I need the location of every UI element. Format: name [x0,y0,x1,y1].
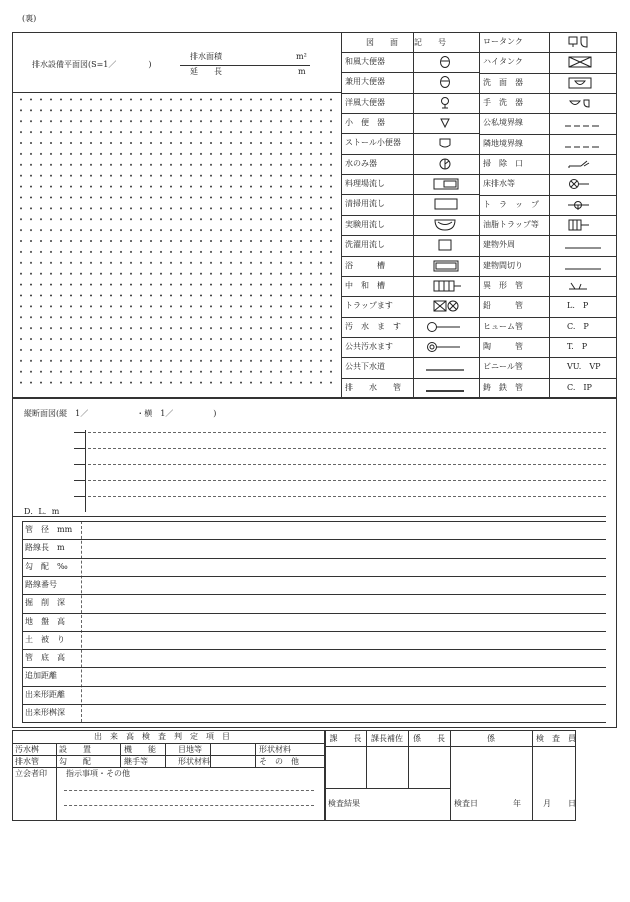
insp-col-5 [255,743,256,767]
neutralizing-tank-icon [433,279,463,293]
stamp-header: 課 長 [329,734,362,743]
legend-header-line [341,52,479,53]
legend-label: 油脂トラップ等 [483,220,539,229]
date-month: 月 [543,799,551,808]
insp-col-3 [165,743,166,767]
profile-title: 縦断面図(縦 1／ ・横 1／ ) [24,409,217,418]
cleaning-sink-icon [433,197,463,211]
profile-row-label: 出来形距離 [25,689,65,699]
inspection-item: 勾 配 [59,757,91,766]
profile-gridline [88,464,606,465]
drain-area-label: 排水面積 [190,52,222,61]
profile-row-label: 路線番号 [25,579,57,589]
legend-label: 鉛 管 [483,301,523,311]
insp-line-3 [12,767,325,768]
legend-row-line [479,357,617,358]
profile-table-top [12,516,606,517]
profile-row-label: 土 被 り [25,634,65,644]
western-toilet-icon [433,96,463,110]
profile-row-line [22,558,606,559]
profile-tick [74,448,85,449]
legend-row-line [479,154,617,155]
inspection-item: 形状材料 [178,757,210,766]
plan-grid [14,92,340,392]
legend-row-line [479,73,617,74]
fraction-line [180,65,310,66]
legend-header: 図 面 記 号 [366,38,446,47]
trap-icon [567,198,597,212]
date-day: 日 [568,799,576,808]
neighbor-boundary-icon [565,137,603,151]
profile-row-label: 出来形桝深 [25,708,65,717]
inspection-item: そ の 他 [259,757,299,766]
legend-row-line [341,276,479,277]
oval-toilet-icon [433,75,463,89]
legend-row-line [341,93,479,94]
inspection-item: 排水管 [15,757,39,766]
legend-row-line [479,113,617,114]
legend-label: 実験用流し [345,219,385,229]
inspection-item: 目地等 [178,745,202,754]
profile-row-label: 追加距離 [25,671,57,681]
profile-gridline [88,496,606,497]
legend-row-line [341,194,479,195]
legend-label: 汚 水 ま す [345,321,401,331]
profile-gridline [88,448,606,449]
fitting-icon [567,279,597,293]
profile-row-label: 路線長 m [25,543,65,553]
boundary-line-icon [565,116,603,130]
legend-label: 公共下水道 [345,362,385,372]
profile-row-line [22,686,606,687]
public-basin-icon [426,340,466,354]
plan-title: 排水設備平面図(S=1／ ) [32,60,152,69]
legend-label: 陶 管 [483,342,523,351]
legend-label: 小 便 器 [345,118,385,128]
legend-row-line [341,337,479,338]
legend-row-line [479,174,617,175]
length-unit: m [298,67,306,76]
legend-row-line [479,215,617,216]
stamp-header: 検 査 員 [536,734,576,743]
legend-label: 清掃用流し [345,199,385,209]
datum-label: D．L．m [24,507,60,516]
inspection-title: 出 来 高 検 査 判 定 項 目 [94,732,230,741]
profile-row-line [22,722,606,723]
stamp-header: 課長補佐 [371,734,403,743]
legend-row-line [479,134,617,135]
legend-label: 掃 除 口 [483,159,523,168]
insp-col-1 [56,743,57,821]
building-partition-icon [565,259,603,273]
drain-pipe-line-icon [426,381,466,395]
witness-label: 立会者印 [15,769,47,778]
kitchen-sink-icon [433,177,463,191]
profile-row-line [22,613,606,614]
inspection-item: 継手等 [124,757,148,766]
legend-row-line [341,215,479,216]
legend-row-line [341,154,479,155]
legend-row-line [341,72,479,73]
legend-label: 料理場流し [345,179,385,189]
legend-row-line [479,235,617,236]
notes-line-2 [64,805,314,806]
legend-label: 洗濯用流し [345,240,385,250]
low-tank-icon [567,35,597,49]
result-label: 検査結果 [328,799,360,808]
legend-label: ロータンク [483,37,523,46]
profile-tick [74,464,85,465]
grease-trap-icon [567,218,597,232]
legend-row-line [479,93,617,94]
legend-label: 建物間切り [483,260,523,270]
legend-label: ハイタンク [483,57,523,67]
legend-label: 建物外周 [483,240,515,250]
profile-row-label: 管 径 mm [25,525,73,534]
profile-tick [74,432,85,433]
stall-urinal-icon [433,136,463,150]
page-side-label: (裏) [22,14,37,23]
legend-label: 手 洗 器 [483,98,523,107]
legend-row-line [341,296,479,297]
legend-row-line [479,317,617,318]
date-label: 検査日 [454,799,478,808]
length-label: 延 長 [190,67,222,76]
legend-row-line [341,378,479,379]
pipe-code: T. P [567,342,588,351]
profile-row-line [22,576,606,577]
legend-label: 異 形 管 [483,281,523,290]
insp-line-1 [12,743,325,744]
cleanout-icon [567,157,597,171]
notes-line-1 [64,790,314,791]
legend-label: 兼用大便器 [345,77,385,87]
legend-row-line [479,296,617,297]
legend-label: ヒューム管 [483,321,523,331]
building-outline-icon [565,238,603,252]
legend-label: 隣地境界線 [483,138,523,148]
profile-row-line [22,594,606,595]
drain-area-unit: m² [296,52,307,61]
profile-table-left [22,521,23,722]
date-year: 年 [513,799,521,808]
profile-row-line [22,521,606,522]
legend-row-line [341,235,479,236]
legend-row-line [479,195,617,196]
floor-drain-icon [567,177,597,191]
lab-sink-icon [433,218,463,232]
legend-label: 排 水 管 [345,382,401,392]
profile-gridline [88,480,606,481]
inspection-item: 汚水桝 [15,745,39,754]
legend-label: 鋳 鉄 管 [483,382,523,392]
legend-label: トラップます [345,301,393,311]
legend-label: 洋風大便器 [345,97,385,107]
profile-row-line [22,704,606,705]
legend-label: 和風大便器 [345,57,385,66]
legend-label: 公共汚水ます [345,341,393,351]
insp-col-4 [210,743,211,767]
stamp-divider [450,730,451,821]
washbasin-icon [567,76,597,90]
legend-row-line [341,133,479,134]
stamp-divider [366,730,367,788]
sewage-basin-icon [426,320,466,334]
legend-label: 洗 面 器 [483,77,523,87]
insp-line-2 [12,755,325,756]
profile-row-line [22,539,606,540]
profile-axis [85,430,86,512]
pipe-code: VU. VP [567,362,601,372]
insp-col-2 [120,743,121,767]
profile-tick [74,480,85,481]
oval-toilet-icon [433,55,463,69]
stamp-divider [532,730,533,821]
legend-label: ビニール管 [483,362,523,372]
urinal-icon [433,116,463,130]
stamp-header: 係 [487,734,495,743]
public-sewer-line-icon [426,360,466,374]
legend-row-line [341,113,479,114]
trap-basin-icon [433,299,463,313]
legend-row-line [479,276,617,277]
inspection-item: 形状材料 [259,745,291,754]
hand-basin-icon [567,96,597,110]
high-tank-icon [567,55,597,69]
pipe-code: C. IP [567,382,592,392]
inspection-item: 機 能 [124,745,156,754]
legend-row-line [341,317,479,318]
legend-label: ストール小便器 [345,138,401,148]
legend-row-line [479,337,617,338]
legend-row-line [479,378,617,379]
legend-label: 浴 槽 [345,260,385,270]
stamp-header: 係 長 [413,734,445,743]
profile-row-label: 勾 配 ‰ [25,561,68,571]
pipe-code: L. P [567,301,589,311]
legend-label: 床排水等 [483,179,515,189]
profile-row-line [22,649,606,650]
stamp-body-line [325,788,450,789]
pipe-code: C. P [567,321,589,331]
profile-row-label: 管 底 高 [25,653,65,663]
profile-tick [74,496,85,497]
stamp-divider [408,730,409,788]
profile-gridline [88,432,606,433]
profile-row-label: 地 盤 高 [25,616,65,626]
legend-row-line [479,52,617,53]
profile-row-line [22,667,606,668]
profile-table-divider [81,521,82,722]
notes-label: 指示事項・その他 [66,769,130,778]
profile-row-label: 掘 削 深 [25,598,65,608]
bathtub-icon [433,259,463,273]
legend-label: 中 和 槽 [345,280,385,290]
legend-label: 水のみ器 [345,158,377,168]
legend-row-line [341,357,479,358]
legend-row-line [341,256,479,257]
profile-row-line [22,631,606,632]
legend-label: 公私境界線 [483,118,523,128]
legend-row-line [479,256,617,257]
legend-label: ト ラ ッ プ [483,199,539,209]
inspection-item: 設 置 [59,745,91,754]
drinking-fountain-icon [433,157,463,171]
laundry-sink-icon [433,238,463,252]
legend-row-line [341,174,479,175]
